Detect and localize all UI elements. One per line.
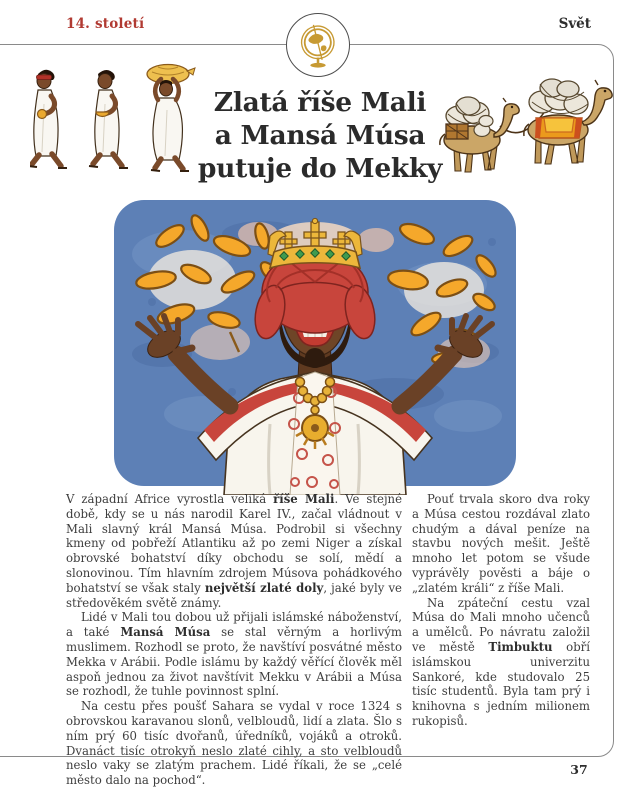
globe-icon bbox=[291, 18, 345, 72]
camel-caravan-illustration bbox=[428, 64, 618, 178]
paragraph: V západní Africe vyrostla veliká říše Mali. Ve stejné době, kdy se u nás narodil Karel IV., začal vládnout v Mali slavný král Mansá Músa. Podrobil si všechny kmeny od pobřeží Atlantiku až po zemi Niger a získal obrovské bohatství díky obchodu se solí, mědí a slonovinou. Tím hlavním zdrojem Músova pohádkového bohatství se však staly největší zlaté doly, jaké byly ve středověkém světě známy. bbox=[66, 492, 403, 610]
mansa-musa-illustration bbox=[112, 192, 518, 495]
paragraph: Na zpáteční cestu vzal Músa do Mali mnoho učenců a umělců. Po návratu založil ve městě Timbuktu obří islámskou univerzitu Sankoré, kde studovalo 25 tisíc studentů. Byla tam prý i knihovna s jedním milionem rukopisů. bbox=[412, 595, 591, 728]
left-column bbox=[66, 492, 402, 788]
globe-badge bbox=[286, 13, 350, 77]
page-number: 37 bbox=[570, 762, 588, 777]
paragraph: Lidé v Mali tou dobou už přijali islámské náboženství, a také Mansá Músa se stal věrným a horlivým muslimem. Rozhodl se proto, že navštíví posvátné město Mekka v Arábii. Podle islámu by každý věřící člověk měl aspoň jednou za život navštívit Mekku v Arábii a Músa se rozhodl, že tuhle povinnost splní. bbox=[66, 610, 403, 699]
paragraph: Pouť trvala skoro dva roky a Músa cestou rozdával zlato chudým a dával peníze na stavbu nových mešit. Ještě mnoho let potom se všude vyprávěly pověsti a báje o „zlatém králi“ z říše Mali. bbox=[412, 492, 590, 595]
walker-1 bbox=[30, 70, 67, 168]
walker-2 bbox=[89, 70, 128, 168]
section-label: Svět bbox=[558, 16, 591, 32]
right-column bbox=[412, 492, 590, 729]
title-line-2: a Mansá Músa bbox=[214, 120, 426, 151]
title-line-3: putuje do Mekky bbox=[197, 153, 443, 184]
camel-right bbox=[524, 79, 612, 164]
era-label: 14. století bbox=[66, 16, 145, 32]
paragraph: Na cestu přes poušť Sahara se vydal v roce 1324 s obrovskou karavanou slonů, velbloudů, lidí a zlata. Šlo s ním prý 60 tisíc dvořanů, úředníků, vojáků a otroků. Dvanáct tisíc otrokyň neslo zlaté cihly, a sto velbloudů neslo vaky se zlatým prachem. Lidé říkali, že se „celé město dalo na pochod“. bbox=[66, 699, 402, 788]
camel-left bbox=[440, 97, 519, 172]
title-line-1: Zlatá říše Mali bbox=[213, 87, 427, 118]
